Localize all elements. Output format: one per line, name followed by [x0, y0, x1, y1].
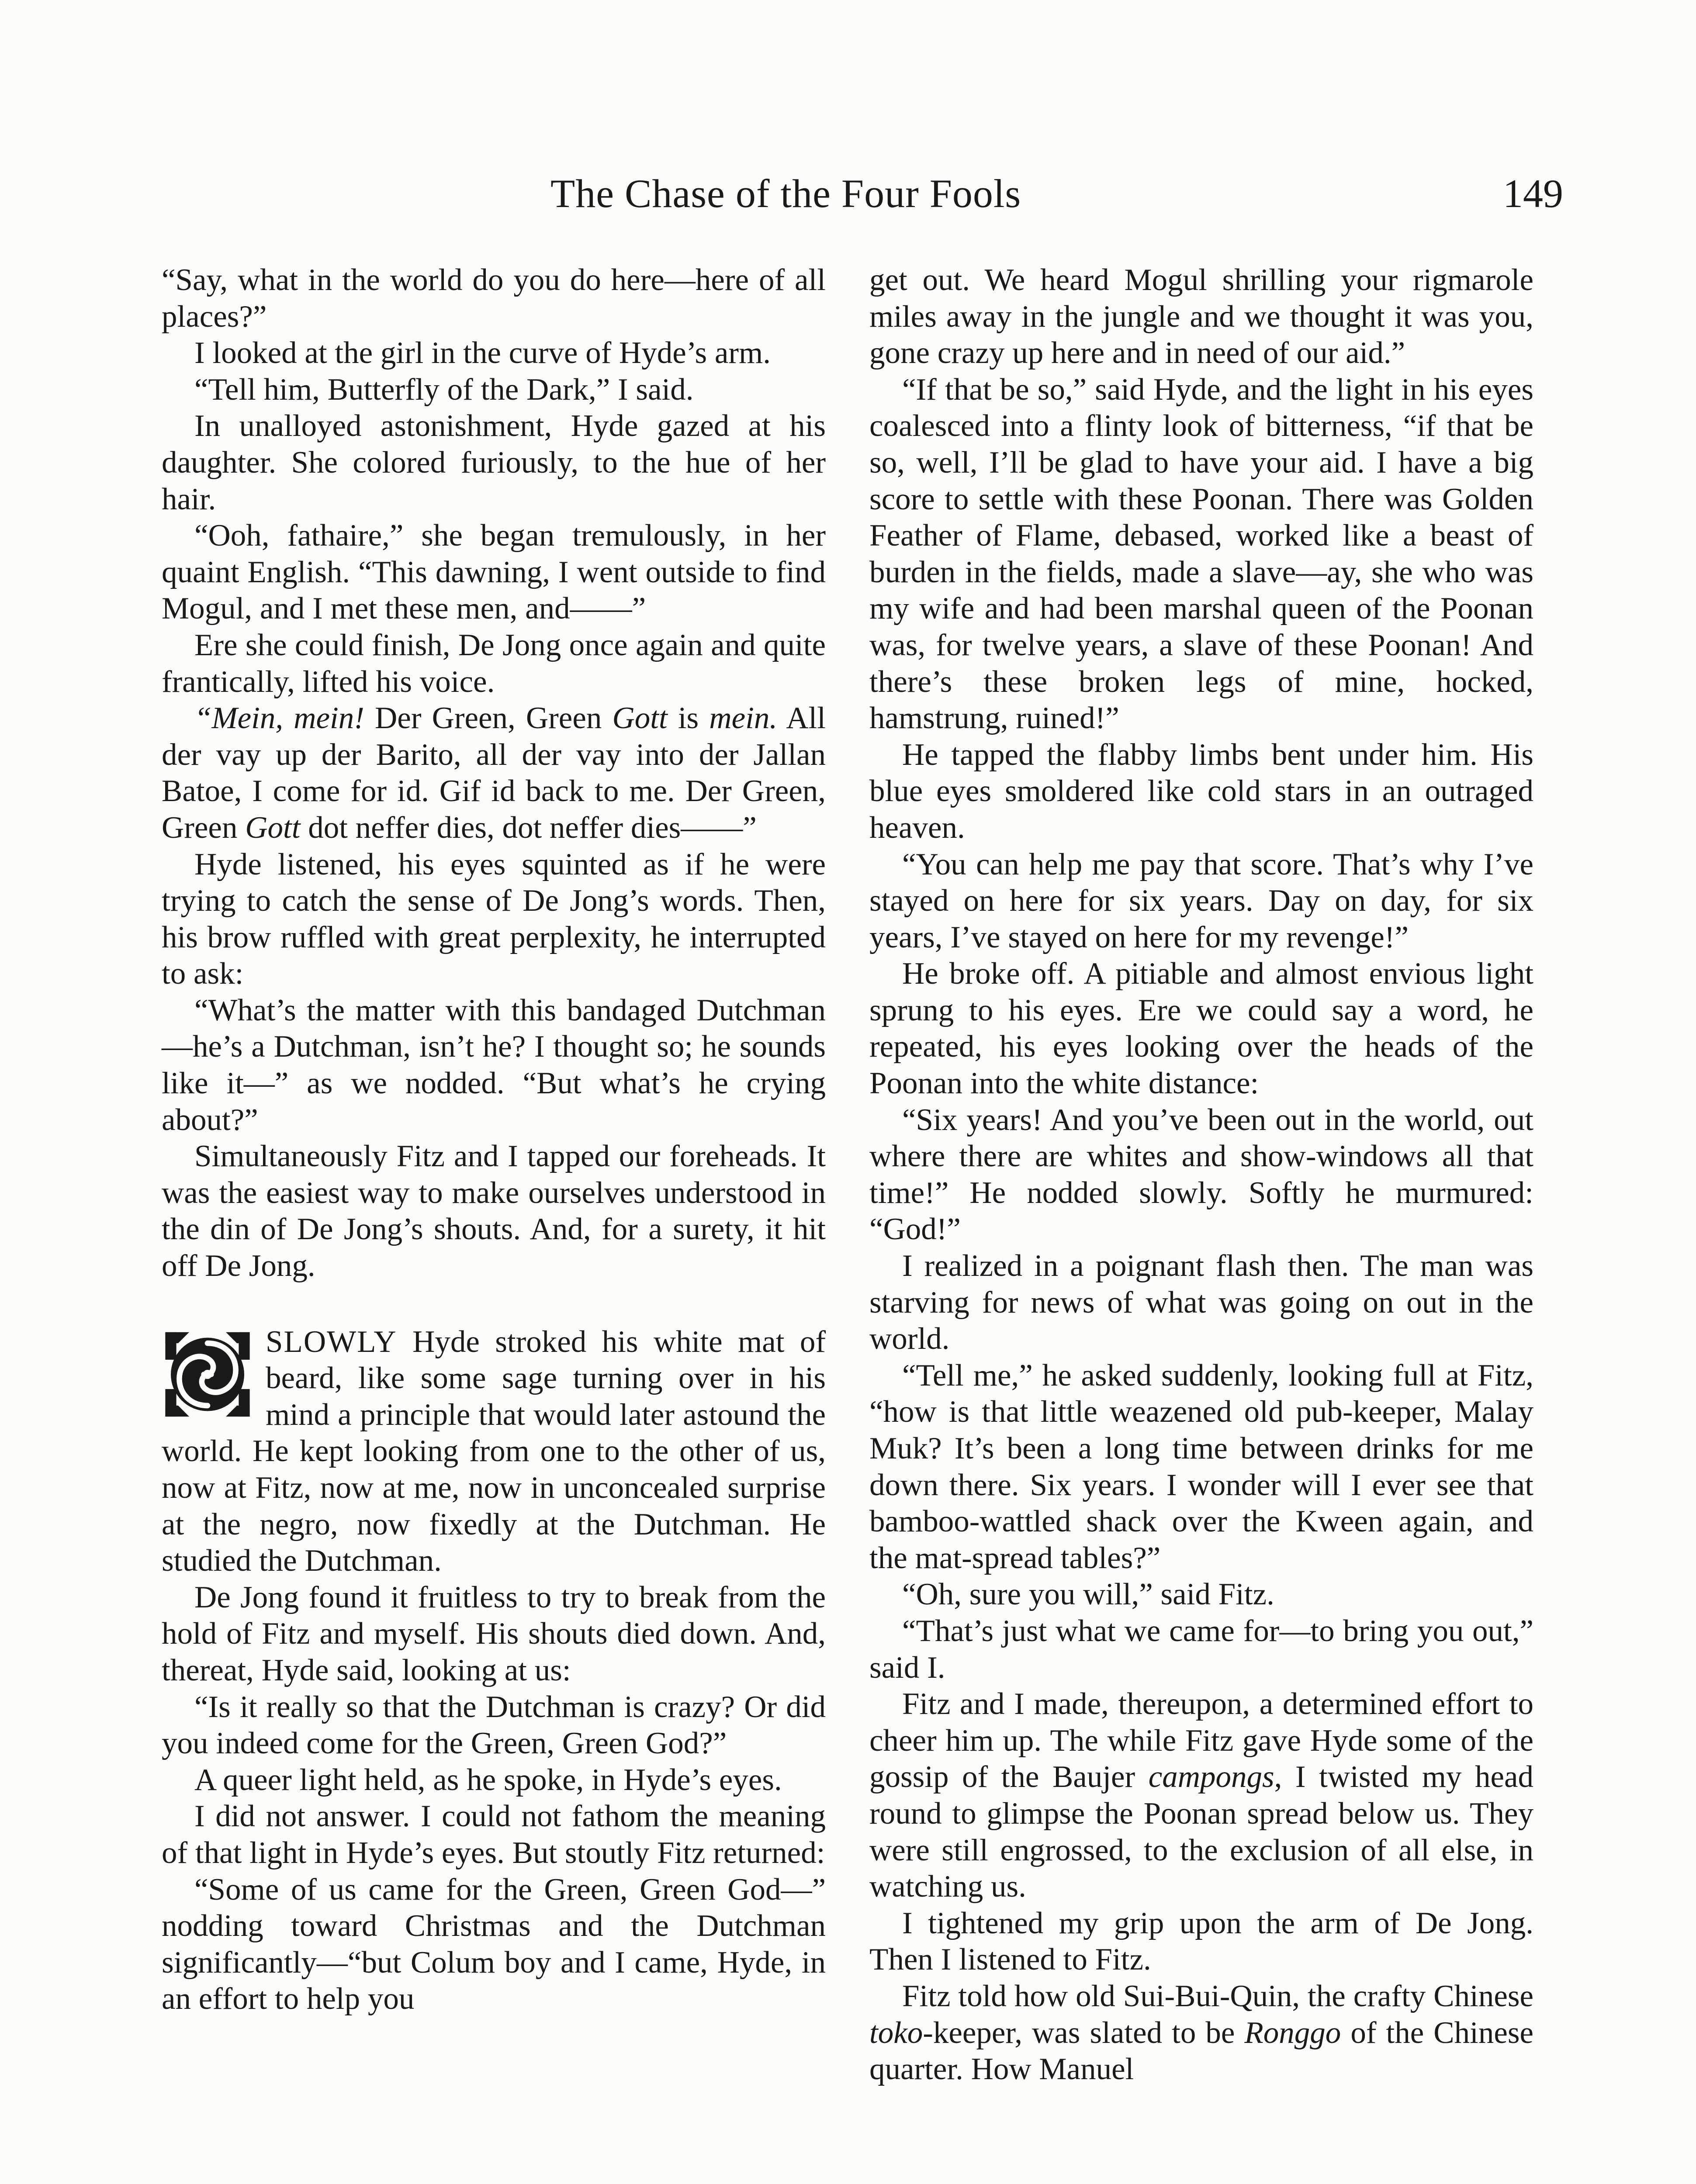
paragraph: [162, 1324, 826, 1579]
italic-text: toko: [869, 2015, 923, 2050]
section-break: [162, 1285, 826, 1324]
paragraph: get out. We heard Mogul shrilling your rigmarole miles away in the jungle and we thought it was you, gone crazy up here and in need of our aid.”: [869, 263, 1533, 370]
running-title: The Chase of the Four Fools: [550, 171, 1021, 216]
italic-text: Gott: [245, 810, 301, 845]
italic-text: campongs: [1148, 1760, 1274, 1794]
paragraph: In unalloyed astonishment, Hyde gazed at his daughter. She colored furiously, to the hue of her hair.: [162, 409, 826, 516]
paragraph: De Jong found it fruitless to try to break from the hold of Fitz and myself. His shouts died down. And, thereat, Hyde said, looking at us:: [162, 1580, 826, 1687]
paragraph: “Tell me,” he asked suddenly, looking full at Fitz, “how is that little weazened old pub-keeper, Malay Muk? It’s been a long time between drinks for me down there. Six years. I wonder will I ever see that bamboo-wattled shack over the Kween again, and the mat-spread tables?”: [869, 1358, 1533, 1575]
paragraph: “That’s just what we came for—to bring you out,” said I.: [869, 1614, 1533, 1685]
spiral-rosette-icon: [162, 1327, 253, 1428]
paragraph: I did not answer. I could not fathom the meaning of that light in Hyde’s eyes. But stoutly Fitz returned:: [162, 1799, 826, 1870]
paragraph: “Six years! And you’ve been out in the world, out where there are whites and show-windows all that time!” He nodded slowly. Softly he murmured: “God!”: [869, 1102, 1533, 1247]
text-run: All der vay up der Barito, all der vay into der Jallan Batoe, I come for id. Gif id back to me. Der Green, Green: [162, 701, 826, 845]
paragraph: “Is it really so that the Dutchman is crazy? Or did you indeed come for the Green, Green God?”: [162, 1690, 826, 1761]
text-run: Fitz told how old Sui-Bui-Quin, the crafty Chinese: [902, 1979, 1533, 2013]
text-run: -keeper, was slated to be: [923, 2015, 1245, 2050]
text-run: Fitz and I made, thereupon, a determined effort to cheer him up. The while Fitz gave Hyde some of the gossip of the Baujer: [869, 1687, 1533, 1794]
text-run: Der Green, Green: [364, 701, 613, 736]
paragraph: He tapped the flabby limbs bent under him. His blue eyes smoldered like cold stars in an outraged heaven.: [869, 737, 1533, 845]
page-number: 149: [1503, 171, 1563, 216]
left-column: [162, 262, 826, 2018]
paragraph: “You can help me pay that score. That’s why I’ve stayed on here for six years. Day on day, for six years, I’ve stayed on here for my revenge!”: [869, 847, 1533, 954]
page-header: [0, 170, 1696, 236]
paragraph: A queer light held, as he spoke, in Hyde’s eyes.: [194, 1762, 782, 1797]
paragraph: [162, 700, 826, 846]
italic-text: mein.: [709, 701, 778, 736]
paragraph: “If that be so,” said Hyde, and the light in his eyes coalesced into a flinty look of bitterness, “if that be so, well, I’ll be glad to have your aid. I have a big score to settle with these Poonan. There was Golden Feather of Flame, debased, worked like a beast of burden in the fields, made a slave—ay, she who was my wife and had been marshal queen of the Poonan was, for twelve years, a slave of these Poonan! And there’s these broken legs of mine, hocked, hamstrung, ruined!”: [869, 372, 1533, 736]
paragraph: He broke off. A pitiable and almost envious light sprung to his eyes. Ere we could say a word, he repeated, his eyes looking over the heads of the Poonan into the white distance:: [869, 957, 1533, 1101]
paragraph: Hyde listened, his eyes squinted as if he were trying to catch the sense of De Jong’s words. Then, his brow ruffled with great perplexity, he interrupted to ask:: [162, 847, 826, 991]
paragraph: “Say, what in the world do you do here—here of all places?”: [162, 263, 826, 334]
text-run: of the Chinese quarter. How Manuel: [869, 2015, 1533, 2087]
paragraph: Ere she could finish, De Jong once again and quite frantically, lifted his voice.: [162, 628, 826, 699]
paragraph: I tightened my grip upon the arm of De Jong. Then I listened to Fitz.: [869, 1906, 1533, 1977]
paragraph: [869, 1686, 1533, 1905]
paragraph: “Oh, sure you will,” said Fitz.: [902, 1577, 1274, 1612]
text-run: dot neffer dies, dot neffer dies——”: [300, 810, 757, 845]
text-run: Hyde stroked his white mat of beard, like some sage turning over in his mind a principle that would later astound the world. He kept looking from one to the other of us, now at Fitz, now at me, now in unconcealed surprise at the negro, now fixedly at the Dutchman. He studied the Dutchman.: [162, 1324, 826, 1578]
paragraph: “Ooh, fathaire,” she began tremulously, in her quaint English. “This dawning, I went outside to find Mogul, and I met these men, and——”: [162, 518, 826, 626]
text-run: , I twisted my head round to glimpse the Poonan spread below us. They were still engrossed, to the exclusion of all else, in watching us.: [869, 1760, 1533, 1904]
paragraph: I looked at the girl in the curve of Hyde’s arm.: [194, 336, 771, 370]
text-run: is: [667, 701, 710, 736]
paragraph: Simultaneously Fitz and I tapped our foreheads. It was the easiest way to make ourselves understood in the din of De Jong’s shouts. And, for a surety, it hit off De Jong.: [162, 1139, 826, 1283]
italic-text: Ronggo: [1244, 2015, 1341, 2050]
opening-word: SLOWLY: [266, 1324, 397, 1359]
paragraph: I realized in a poignant flash then. The man was starving for news of what was going on out in the world.: [869, 1249, 1533, 1356]
paragraph: “What’s the matter with this bandaged Dutchman—he’s a Dutchman, isn’t he? I thought so; he sounds like it—” as we nodded. “But what’s he crying about?”: [162, 993, 826, 1137]
italic-text: “Mein, mein!: [194, 701, 364, 736]
right-column: [869, 262, 1533, 2088]
italic-text: Gott: [612, 701, 668, 736]
paragraph: “Tell him, Butterfly of the Dark,” I said.: [194, 372, 694, 407]
paragraph: [869, 1978, 1533, 2088]
paragraph: “Some of us came for the Green, Green God—” nodding toward Christmas and the Dutchman significantly—“but Colum boy and I came, Hyde, in an effort to help you: [162, 1872, 826, 2016]
